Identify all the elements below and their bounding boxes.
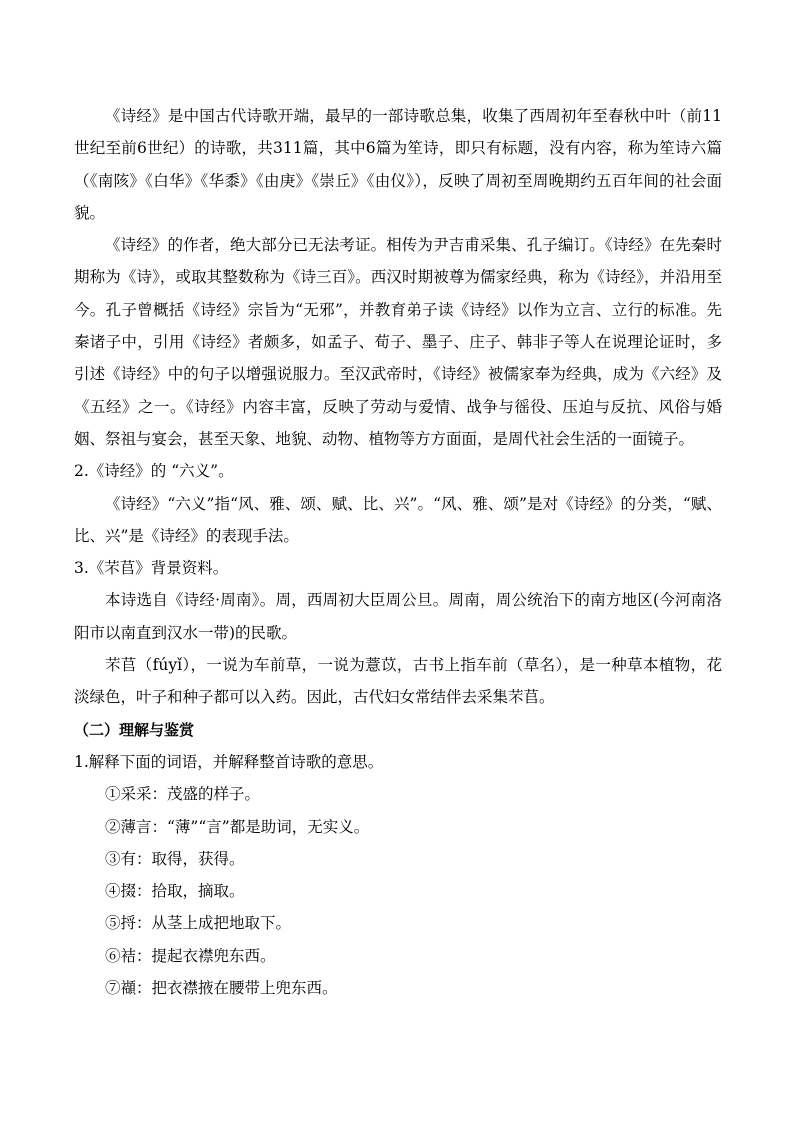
question-text: 1.解释下面的词语，并解释整首诗歌的意思。 xyxy=(74,752,384,771)
six-meanings-paragraph: 《诗经》“六义”指“风、雅、颂、赋、比、兴”。“风、雅、颂”是对《诗经》的分类，“赋、比、兴”是《诗经》的表现手法。 xyxy=(74,494,722,545)
definition-item: ②薄言：“薄”“言”都是助词，无实义。 xyxy=(105,817,370,836)
intro-paragraph: 《诗经》是中国古代诗歌开端，最早的一部诗歌总集，收集了西周初年至春秋中叶（前11世纪至前6世纪）的诗歌，共311篇，其中6篇为笙诗，即只有标题，没有内容，称为笙诗六篇（《南陔》《白华》《华黍》《由庚》《崇丘》《由仪》），反映了周初至周晚期约五百年间的社会面貌。 xyxy=(74,107,722,222)
definition-item: ⑤捋：从茎上成把地取下。 xyxy=(105,914,292,933)
definition-item: ④掇：拾取，摘取。 xyxy=(105,882,245,901)
definition-item: ⑥袺：提起衣襟兜东西。 xyxy=(105,946,276,965)
author-paragraph: 《诗经》的作者，绝大部分已无法考证。相传为尹吉甫采集、孔子编订。《诗经》在先秦时期称为《诗》，或取其整数称为《诗三百》。西汉时期被尊为儒家经典，称为《诗经》，并沿用至今。孔子曾概括《诗经》宗旨为“无邪”，并教育弟子读《诗经》以作为立言、立行的标准。先秦诸子中，引用《诗经》者颇多，如孟子、荀子、墨子、庄子、韩非子等人在说理论证时，多引述《诗经》中的句子以增强说服力。至汉武帝时，《诗经》被儒家奉为经典，成为《六经》及《五经》之一。《诗经》内容丰富，反映了劳动与爱情、战争与徭役、压迫与反抗、风俗与婚姻、祭祖与宴会，甚至天象、地貌、动物、植物等方方面面，是周代社会生活的一面镜子。 xyxy=(74,236,722,448)
background-heading: 3.《芣苢》背景资料。 xyxy=(74,559,229,578)
six-meanings-heading: 2.《诗经》的 “六义”。 xyxy=(74,462,234,481)
section-title: （二）理解与鉴赏 xyxy=(74,720,195,739)
definition-item: ③有：取得，获得。 xyxy=(105,849,245,868)
document-body xyxy=(74,100,722,1004)
definition-item: ①采采：茂盛的样子。 xyxy=(105,785,261,804)
plant-paragraph: 芣苢（fúyǐ），一说为车前草，一说为薏苡，古书上指车前（草名），是一种草本植物，花淡绿色，叶子和种子都可以入药。因此，古代妇女常结伴去采集芣苢。 xyxy=(74,656,722,707)
source-paragraph: 本诗选自《诗经·周南》。周，西周初大臣周公旦。周南，周公统治下的南方地区(今河南洛阳市以南直到汉水一带)的民歌。 xyxy=(74,591,722,642)
definition-item: ⑦襭：把衣襟掖在腰带上兜东西。 xyxy=(105,979,338,998)
